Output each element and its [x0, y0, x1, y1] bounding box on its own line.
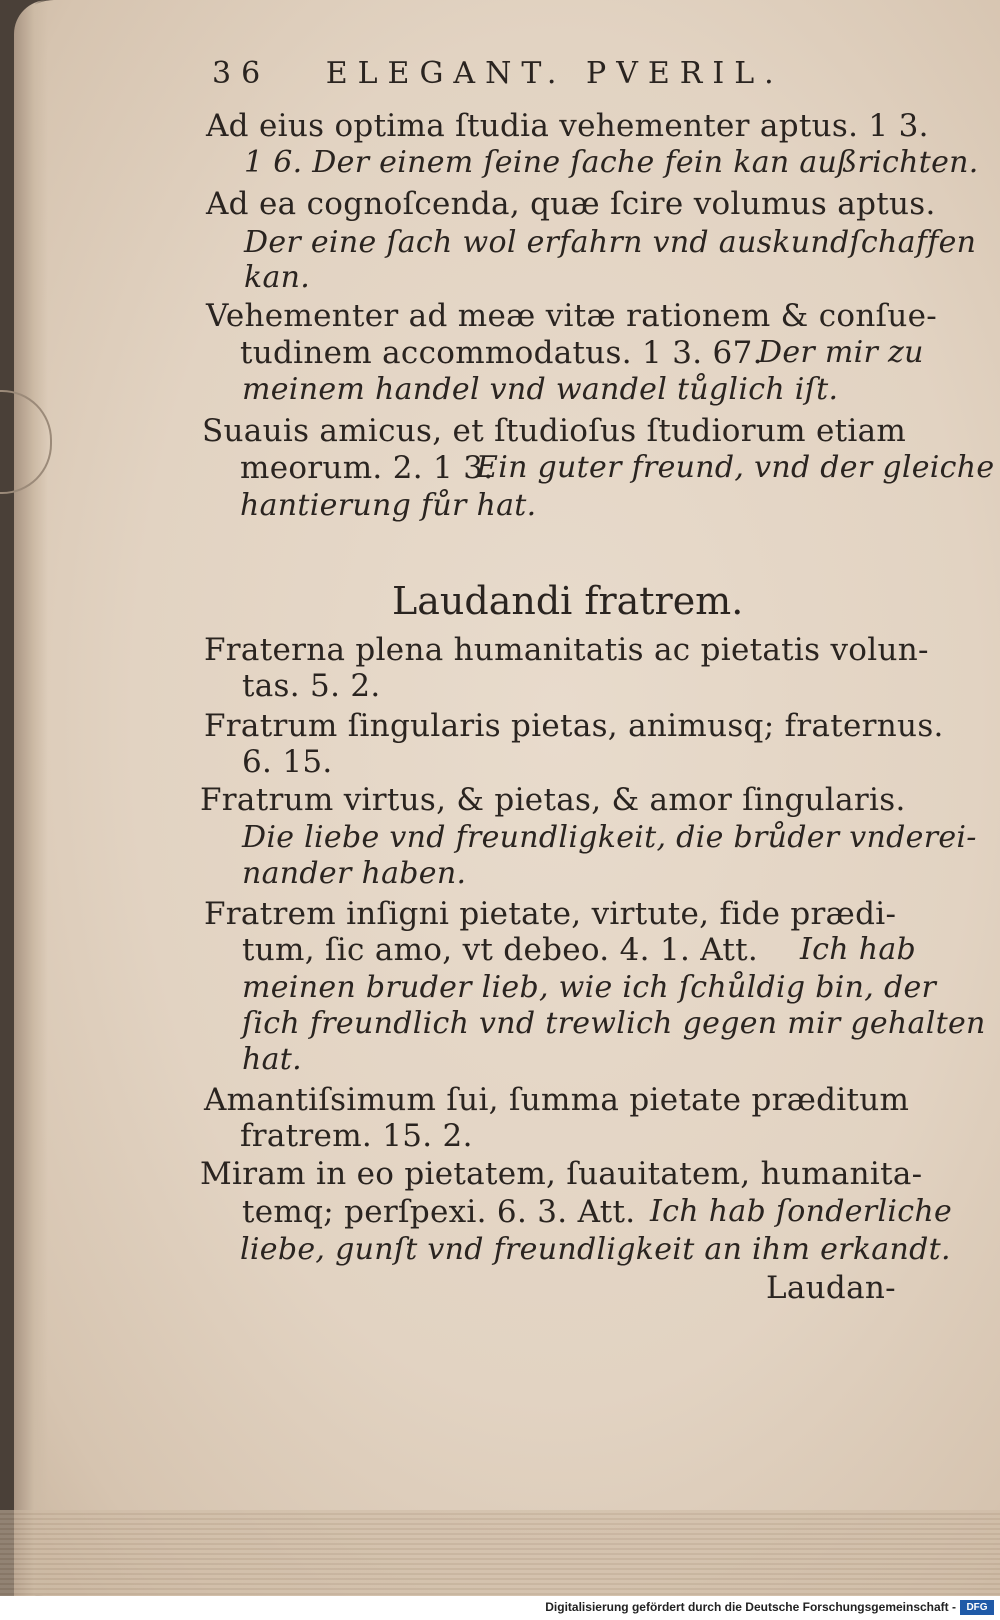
entry-german: kan. [244, 260, 311, 295]
page-number: 36 [212, 56, 271, 91]
entry-latin: Amantiſsimum ſui, ſumma pietate præditum [204, 1082, 910, 1118]
entry-german: Die liebe vnd freundligkeit, die brůder vnderei- [242, 820, 977, 855]
entry-german: Ein guter freund, vnd der gleiche [476, 450, 995, 485]
catchword: Laudan- [766, 1270, 896, 1306]
entry-latin: fratrem. 15. 2. [240, 1118, 473, 1154]
section-heading: Laudandi fratrem. [392, 579, 744, 623]
entry-latin: Suauis amicus, et ſtudioſus ſtudiorum etiam [202, 413, 907, 449]
entry-latin: Ad ea cognoſcenda, quæ ſcire volumus aptus. [206, 186, 936, 222]
entry-latin: temq; perſpexi. 6. 3. Att. [242, 1194, 636, 1230]
entry-german: Ich hab [800, 932, 917, 967]
entry-latin: Ad eius optima ſtudia vehementer aptus. 1 3. [206, 108, 929, 144]
entry-german: hantierung fůr hat. [240, 488, 537, 523]
entry-german: Ich hab ſonderliche [650, 1194, 953, 1229]
entry-german: meinen bruder lieb, wie ich ſchůldig bin, der [242, 970, 937, 1005]
entry-latin: tas. 5. 2. [242, 668, 381, 704]
dfg-logo: DFG [960, 1600, 994, 1615]
entry-latin: Fratrum virtus, & pietas, & amor ſingularis. [200, 782, 906, 818]
entry-latin: 6. 15. [242, 744, 333, 780]
entry-german: ſich freundlich vnd trewlich gegen mir gehalten [242, 1006, 986, 1041]
entry-german: meinem handel vnd wandel tůglich iſt. [242, 372, 839, 407]
entry-german: 1 6. Der einem ſeine ſache fein kan außrichten. [244, 145, 979, 180]
entry-german: liebe, gunſt vnd freundligkeit an ihm erkandt. [240, 1232, 951, 1267]
entry-latin: Fratrum ſingularis pietas, animusq; fraternus. [204, 708, 944, 744]
entry-latin: tum, ſic amo, vt debeo. 4. 1. Att. [242, 932, 759, 968]
entry-latin: Fratrem inſigni pietate, virtute, fide prædi- [204, 896, 897, 932]
entry-latin: Miram in eo pietatem, ſuauitatem, humanita- [200, 1156, 923, 1192]
entry-latin: Fraterna plena humanitatis ac pietatis volun- [204, 632, 929, 668]
entry-german: hat. [242, 1042, 302, 1077]
entry-german: Der eine ſach wol erfahrn vnd auskundſchaffen [244, 225, 977, 260]
digitization-footer [0, 1596, 1000, 1620]
entry-german: nander haben. [242, 856, 467, 891]
entry-latin: Vehementer ad meæ vitæ rationem & conſue- [206, 298, 938, 334]
entry-latin: tudinem accommodatus. 1 3. 67. [240, 335, 763, 371]
entry-latin: meorum. 2. 1 3. [240, 450, 494, 486]
running-title: ELEGANT. PVERIL. [325, 56, 784, 91]
entry-german: Der mir zu [758, 335, 924, 370]
running-header [212, 56, 784, 91]
footer-credit: Digitalisierung gefördert durch die Deutsche Forschungsgemeinschaft - [545, 1600, 956, 1614]
